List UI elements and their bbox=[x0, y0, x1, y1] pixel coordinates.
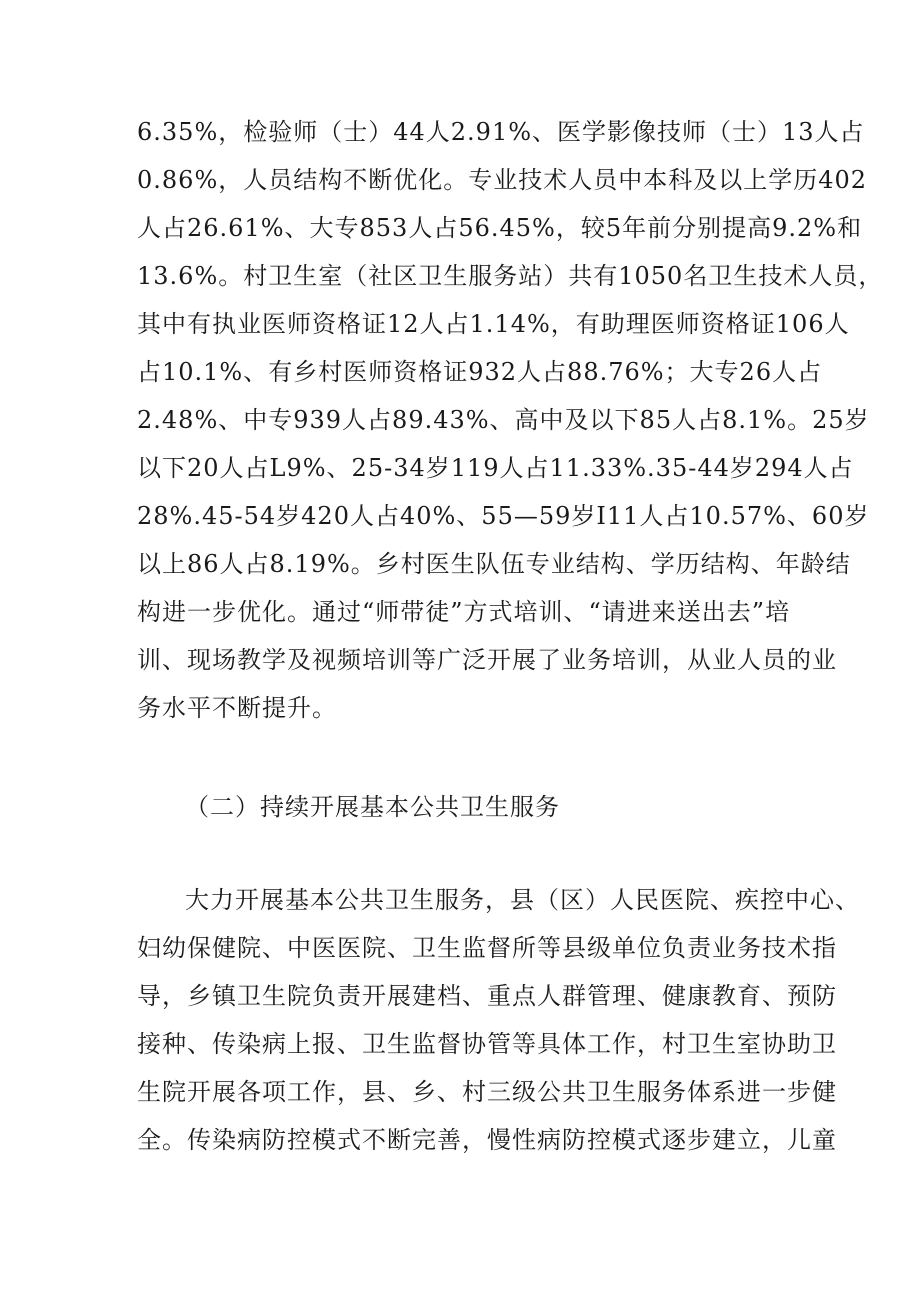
paragraph1-line-7: 2.48%、中专939人占89.43%、高中及以下85人占8.1%。25岁 bbox=[137, 406, 870, 434]
paragraph1-line-11: 构进一步优化。通过“师带徒”方式培训、“请进来送出去”培 bbox=[137, 598, 791, 626]
paragraph1-line-1: 6.35%，检验师（士）44人2.91%、医学影像技师（士）13人占 bbox=[137, 118, 865, 146]
paragraph1-line-12: 训、现场教学及视频培训等广泛开展了业务培训，从业人员的业 bbox=[137, 646, 837, 674]
paragraph1-line-5: 其中有执业医师资格证12人占1.14%，有助理医师资格证106人 bbox=[137, 310, 850, 338]
paragraph2-line-5: 生院开展各项工作，县、乡、村三级公共卫生服务体系进一步健 bbox=[137, 1078, 837, 1106]
paragraph2-line-2: 妇幼保健院、中医医院、卫生监督所等县级单位负责业务技术指 bbox=[137, 934, 837, 962]
paragraph1-line-6: 占10.1%、有乡村医师资格证932人占88.76%；大专26人占 bbox=[137, 358, 823, 386]
section-heading: （二）持续开展基本公共卫生服务 bbox=[185, 793, 560, 821]
paragraph1-line-9: 28%.45-54岁420人占40%、55—59岁I11人占10.57%、60岁 bbox=[137, 502, 870, 530]
paragraph1-line-3: 人占26.61%、大专853人占56.45%，较5年前分别提高9.2%和 bbox=[137, 214, 863, 242]
paragraph1-line-10: 以上86人占8.19%。乡村医生队伍专业结构、学历结构、年龄结 bbox=[137, 550, 851, 578]
paragraph1-line-2: 0.86%，人员结构不断优化。专业技术人员中本科及以上学历402 bbox=[137, 166, 868, 194]
paragraph1-line-13: 务水平不断提升。 bbox=[137, 694, 337, 722]
paragraph2-line-4: 接种、传染病上报、卫生监督协管等具体工作，村卫生室协助卫 bbox=[137, 1030, 837, 1058]
paragraph2-line-1: 大力开展基本公共卫生服务，县（区）人民医院、疾控中心、 bbox=[185, 886, 860, 914]
paragraph1-line-4: 13.6%。村卫生室（社区卫生服务站）共有1050名卫生技术人员， bbox=[137, 262, 884, 290]
paragraph2-line-6: 全。传染病防控模式不断完善，慢性病防控模式逐步建立，儿童 bbox=[137, 1126, 837, 1154]
paragraph1-line-8: 以下20人占L9%、25-34岁119人占11.33%.35-44岁294人占 bbox=[137, 454, 854, 482]
paragraph2-line-3: 导，乡镇卫生院负责开展建档、重点人群管理、健康教育、预防 bbox=[137, 982, 837, 1010]
